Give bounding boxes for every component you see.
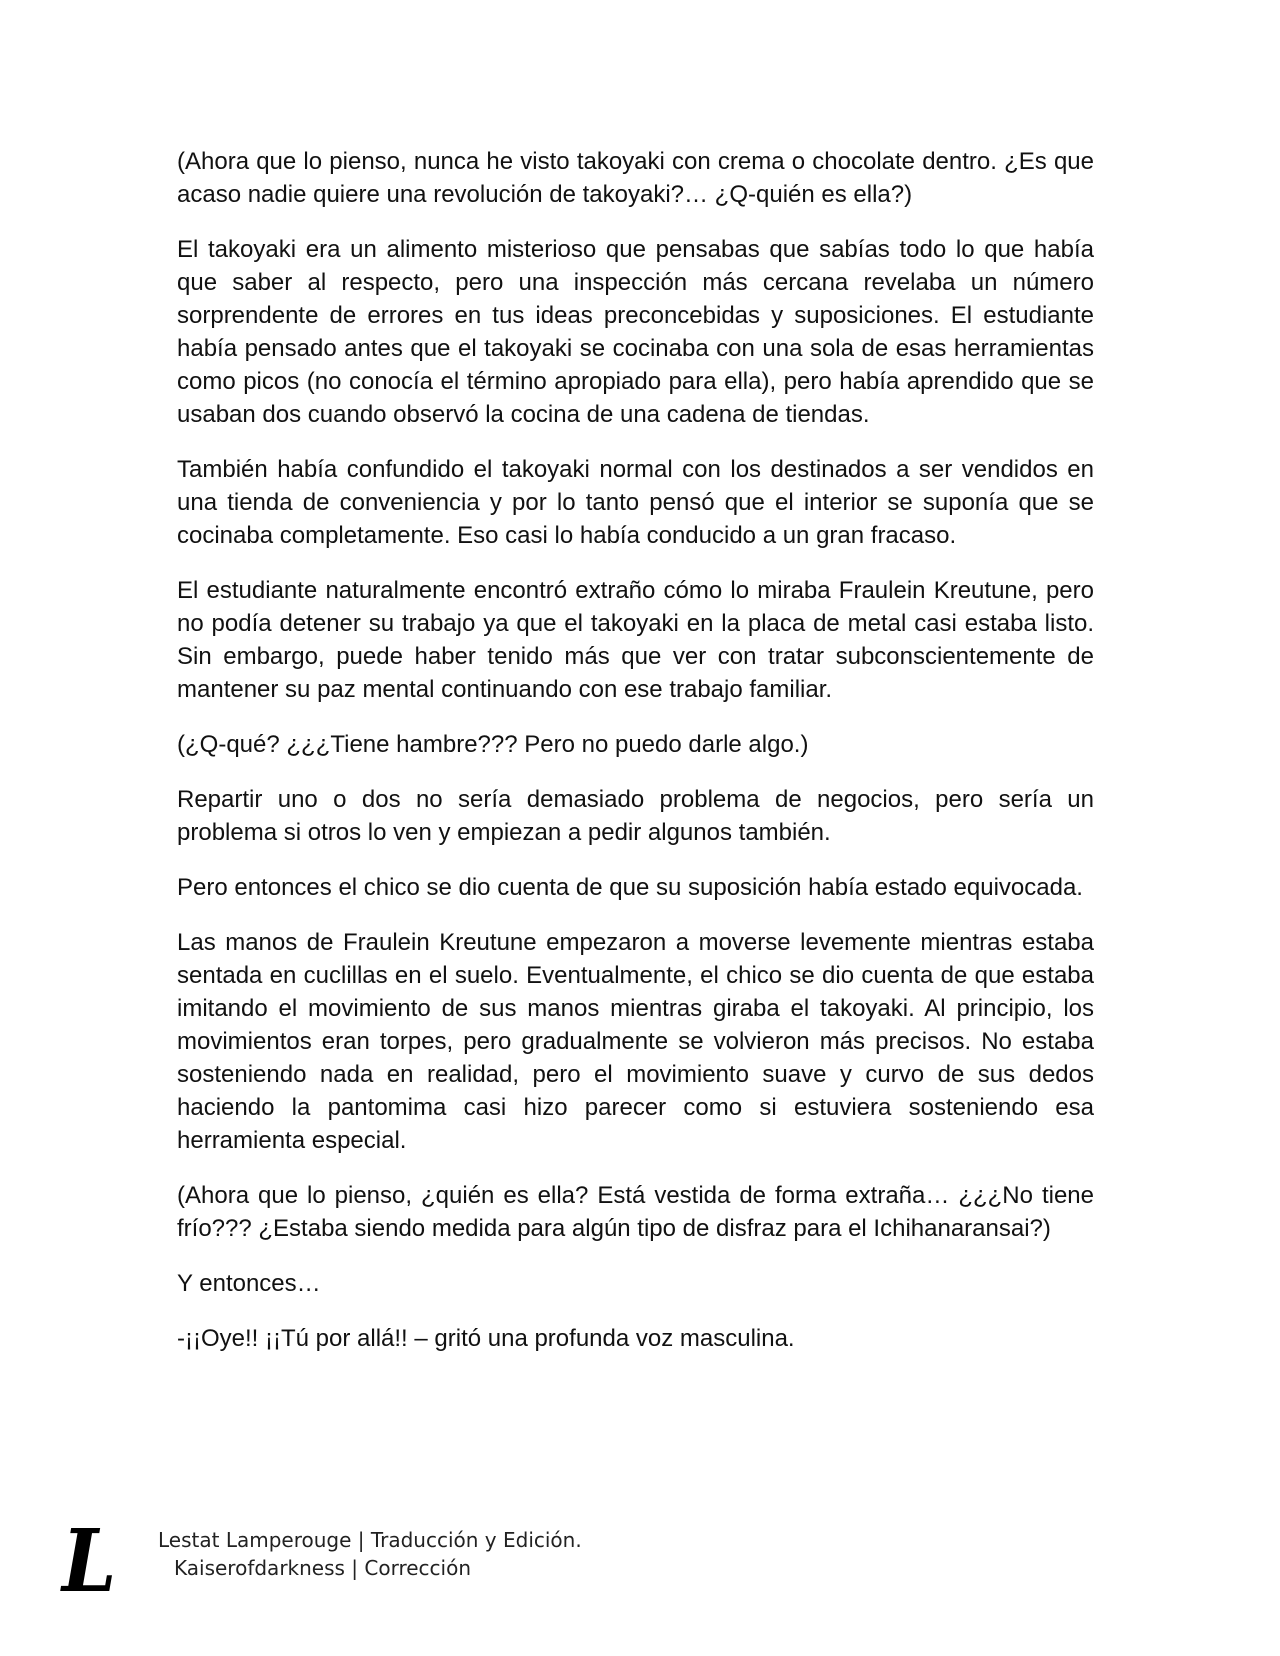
paragraph-4: El estudiante naturalmente encontró extraño cómo lo miraba Fraulein Kreutune, pero no podía detener su trabajo ya que el takoyaki en la placa de metal casi estaba listo. Sin embargo, puede haber tenido más que ver con tratar subconscientemente de mantener su paz mental continuando con ese trabajo familiar. <box>177 577 1094 703</box>
logo-letter: L <box>62 1511 117 1612</box>
paragraph-7: Pero entonces el chico se dio cuenta de que su suposición había estado equivocada. <box>177 874 1083 901</box>
document-body <box>177 145 1094 1355</box>
paragraph-11: -¡¡Oye!! ¡¡Tú por allá!! – gritó una profunda voz masculina. <box>177 1325 795 1352</box>
paragraph-6: Repartir uno o dos no sería demasiado problema de negocios, pero sería un problema si otros lo ven y empiezan a pedir algunos también. <box>177 786 1094 846</box>
paragraph-8: Las manos de Fraulein Kreutune empezaron a moverse levemente mientras estaba sentada en cuclillas en el suelo. Eventualmente, el chico se dio cuenta de que estaba imitando el movimiento de sus manos mientras giraba el takoyaki. Al principio, los movimientos eran torpes, pero gradualmente se volvieron más precisos. No estaba sosteniendo nada en realidad, pero el movimiento suave y curvo de sus dedos haciendo la pantomima casi hizo parecer como si estuviera sosteniendo esa herramienta especial. <box>177 929 1094 1154</box>
paragraph-3: También había confundido el takoyaki normal con los destinados a ser vendidos en una tienda de conveniencia y por lo tanto pensó que el interior se suponía que se cocinaba completamente. Eso casi lo había conducido a un gran fracaso. <box>177 456 1094 549</box>
paragraph-5: (¿Q-qué? ¿¿¿Tiene hambre??? Pero no puedo darle algo.) <box>177 731 809 758</box>
credit-translation: Lestat Lamperouge | Traducción y Edición. <box>158 1528 582 1552</box>
credit-correction: Kaiserofdarkness | Corrección <box>174 1556 472 1580</box>
paragraph-10: Y entonces… <box>177 1270 321 1297</box>
gothic-l-logo-icon <box>62 1511 134 1612</box>
footer-credits <box>158 1526 582 1582</box>
paragraph-9: (Ahora que lo pienso, ¿quién es ella? Está vestida de forma extraña… ¿¿¿No tiene frío??? ¿Estaba siendo medida para algún tipo de disfraz para el Ichihanaransai?) <box>177 1182 1094 1242</box>
paragraph-1: (Ahora que lo pienso, nunca he visto takoyaki con crema o chocolate dentro. ¿Es que acaso nadie quiere una revolución de takoyaki?… ¿Q-quién es ella?) <box>177 148 1094 208</box>
paragraph-2: El takoyaki era un alimento misterioso que pensabas que sabías todo lo que había que saber al respecto, pero una inspección más cercana revelaba un número sorprendente de errores en tus ideas preconcebidas y suposiciones. El estudiante había pensado antes que el takoyaki se cocinaba con una sola de esas herramientas como picos (no conocía el término apropiado para ella), pero había aprendido que se usaban dos cuando observó la cocina de una cadena de tiendas. <box>177 236 1094 428</box>
page-footer <box>62 1511 662 1612</box>
